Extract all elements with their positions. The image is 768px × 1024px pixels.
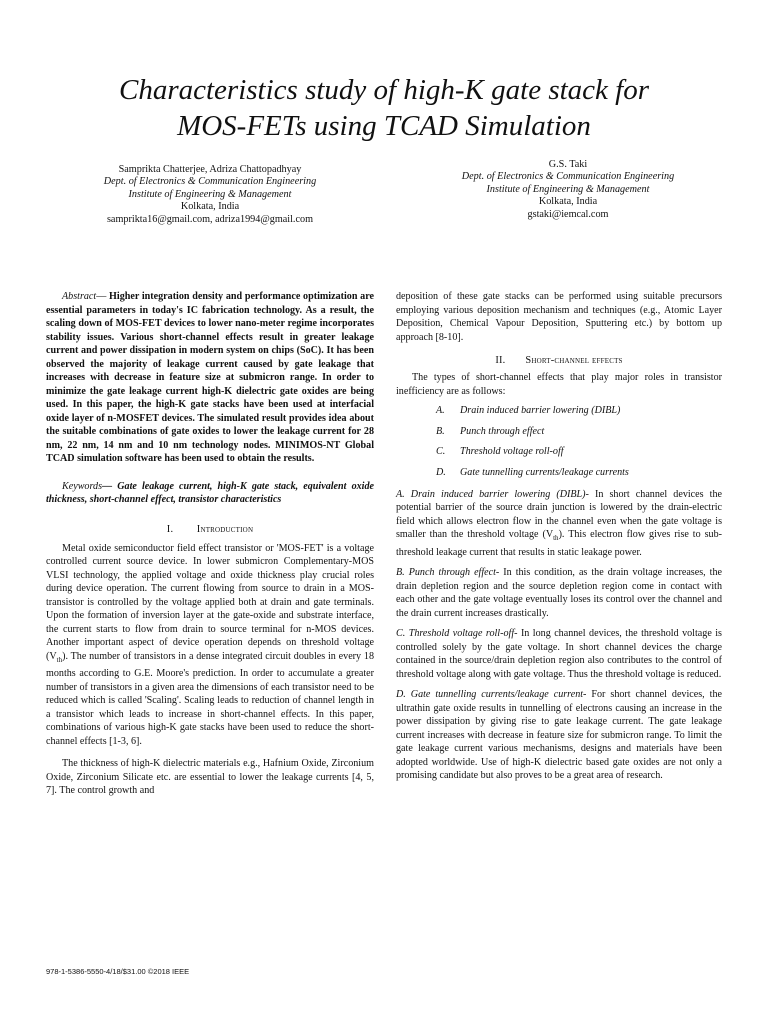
author-email: samprikta16@gmail.com, adriza1994@gmail.com [106,213,314,225]
intro-para1-b: ). The number of transistors in a dense integrated circuit doubles in every 18 months according to G.E. Moore's prediction. In order to accumulate a greater number of transistors in a given area the dimensions of each transistor need to be reduced which is called 'Scaling'. Scaling leads to reduction of channel length in a transistor which leads to increase in short-channel effects. In this paper, combinations of various high-K gate stacks have been used to reduce the short-channel effects [1-3, 6]. [46,650,374,747]
list-item-text: Gate tunnelling currents/leakage currents [460,466,629,478]
section-1-heading [46,523,374,536]
author-block-left [60,164,360,226]
paragraph-dibl-text-a: In short channel devices the potential barrier of the source drain junction is lowered by the drain-electric field which allows electron flow in the channel even when the gate voltage is smaller than the threshold voltage (V [396,488,722,540]
abstract-label: Abstract [62,291,97,302]
intro-paragraph-2: The thickness of high-K dielectric materials e.g., Hafnium Oxide, Zirconium Oxide, Zirconium Silicate etc. are essential to lower the leakage currents [4, 5, 7]. The control growth and [46,758,374,797]
title-line-2: MOS-FETs using TCAD Simulation [177,110,591,142]
intro-paragraph-1 [46,542,374,749]
section-2-number: II. [495,355,506,366]
list-item-text: Punch through effect [460,425,545,437]
author-names: G.S. Taki [548,159,588,170]
paragraph-tunnelling-text: For short channel devices, the ultrathin gate oxide results in tunnelling of electrons causing an increase in the power dissipation by giving rise to gate leakage current. The gate leakage current increases with decrease in feature size for submicron range. To limit the gate leakage current various mechanisms, designs and materials have been adopted worldwide. Use of high-K dielectric based gate oxides are not only a promising candidate but also proves to be a great area of research. [396,689,722,782]
keywords-text: Gate leakage current, high-K gate stack, equivalent oxide thickness, short-channel effect, transistor characteristics [46,480,374,505]
author-city: Kolkata, India [180,201,240,213]
section-2-title: Short-channel effects [525,355,623,366]
keywords-label: Keywords [62,480,103,492]
paper-title [40,72,728,144]
paragraph-punch-head: B. Punch through effect- [396,567,500,579]
author-institute: Institute of Engineering & Management [486,183,650,195]
intro-para1-a: Metal oxide semiconductor field effect transistor or 'MOS-FET' is a voltage controlled current source device. In lower submicron Complementary-MOS VLSI technology, the applied voltage and oxide thickness play crucial roles during device operation. The current flowing from source to drain in a MOS-transistor is controlled by the voltage applied both at drain and gate terminals. Upon the formation of inversion layer at the gate-oxide and substrate interface, the current starts to flow from drain to source terminal for n-MOS devices. Another important aspect of device operation depends on threshold voltage (V [46,542,374,662]
paragraph-dibl-sub: th [553,534,559,543]
continued-paragraph: deposition of these gate stacks can be performed using suitable precursors employing various deposition mechanism and techniques (e.g., Atomic Layer Deposition, Chemical Vapour Deposition, Sputtering etc.) by bottom up approach [8-10]. [396,291,722,343]
list-item-label: A. [436,405,445,416]
paragraph-threshold-text: In long channel devices, the threshold voltage is controlled solely by the gate voltage. In short channel devices the charge contained in the source/drain depletion region also contributes to the control of threshold voltage along with gate voltage. Thus the threshold voltage is reduced. [396,628,722,680]
abstract [46,290,374,466]
left-column [46,290,374,798]
paragraph-dibl-text-b: ). This electron flow gives rise to sub-threshold leakage current that results in static leakage power. [396,529,722,558]
section-1-number: I. [166,523,174,535]
list-item-text: Threshold voltage roll-off [460,446,564,457]
list-item-label: D. [436,466,446,478]
paragraph-punch-text: In this condition, as the drain voltage increases, the drain depletion region and the source depletion region come in contact with each other and the gate voltage eventually loses its control over the channel and the drain current increases drastically. [396,567,722,619]
list-item [436,404,722,417]
author-city: Kolkata, India [538,196,598,208]
keywords [46,480,374,507]
paragraph-punch-through [396,566,722,620]
right-column [396,290,722,783]
list-item-label: C. [436,446,446,457]
list-item-text: Drain induced barrier lowering (DIBL) [460,405,621,416]
section-2-heading [396,354,722,367]
section-1-title: Introduction [196,523,254,535]
author-dept: Dept. of Electronics & Communication Engineering [461,171,675,183]
paragraph-gate-tunnelling [396,688,722,783]
paragraph-dibl [396,488,722,560]
effects-list [396,404,722,479]
paragraph-threshold [396,627,722,681]
author-dept: Dept. of Electronics & Communication Engineering [103,176,317,188]
intro-para1-sub: th [56,655,63,664]
section-2-intro: The types of short-channel effects that play major roles in transistor inefficiency are as follows: [396,372,722,397]
keywords-dash: — [102,480,118,492]
author-email: gstaki@iemcal.com [527,208,609,220]
list-item [436,425,722,438]
abstract-text: Higher integration density and performance optimization are essential parameters in today's IC fabrication technology. As a result, the scaling down of MOS-FET devices to lower nano-meter regime incorporates stability issues. Various short-channel effects result in greater leakage current and power dissipation in modern system on chips (SoC). It has been observed the majority of leakage current caused by gate leakage that increases with decrease in feature size at submicron range. In order to minimize the gate leakage current high-K dielectric gate oxides are being used. In this paper, the high-K gate stacks have been used at interfacial oxide layer of n-MOSFET devices. The simulated result provides idea about the suitable combinations of gate oxides to lower the leakage current for 28 nm, 22 nm, 14 nm and 10 nm technology nodes. MINIMOS-NT Global TCAD simulation software has been used to obtain the results. [46,291,374,464]
author-institute: Institute of Engineering & Management [128,188,292,200]
paragraph-dibl-head: A. Drain induced barrier lowering (DIBL)- [396,488,589,500]
list-item [436,445,722,458]
paragraph-tunnelling-head: D. Gate tunnelling currents/leakage current- [396,689,587,701]
list-item [436,466,722,479]
author-block-right [414,159,722,221]
list-item-label: B. [436,425,445,437]
title-line-1: Characteristics study of high-K gate stack for [118,74,649,106]
copyright-footer: 978-1-5386-5550-4/18/$31.00 ©2018 IEEE [46,967,190,976]
abstract-dash: — [96,291,110,302]
author-names: Samprikta Chatterjee, Adriza Chattopadhyay [118,164,302,175]
paragraph-threshold-head: C. Threshold voltage roll-off- [396,628,518,640]
